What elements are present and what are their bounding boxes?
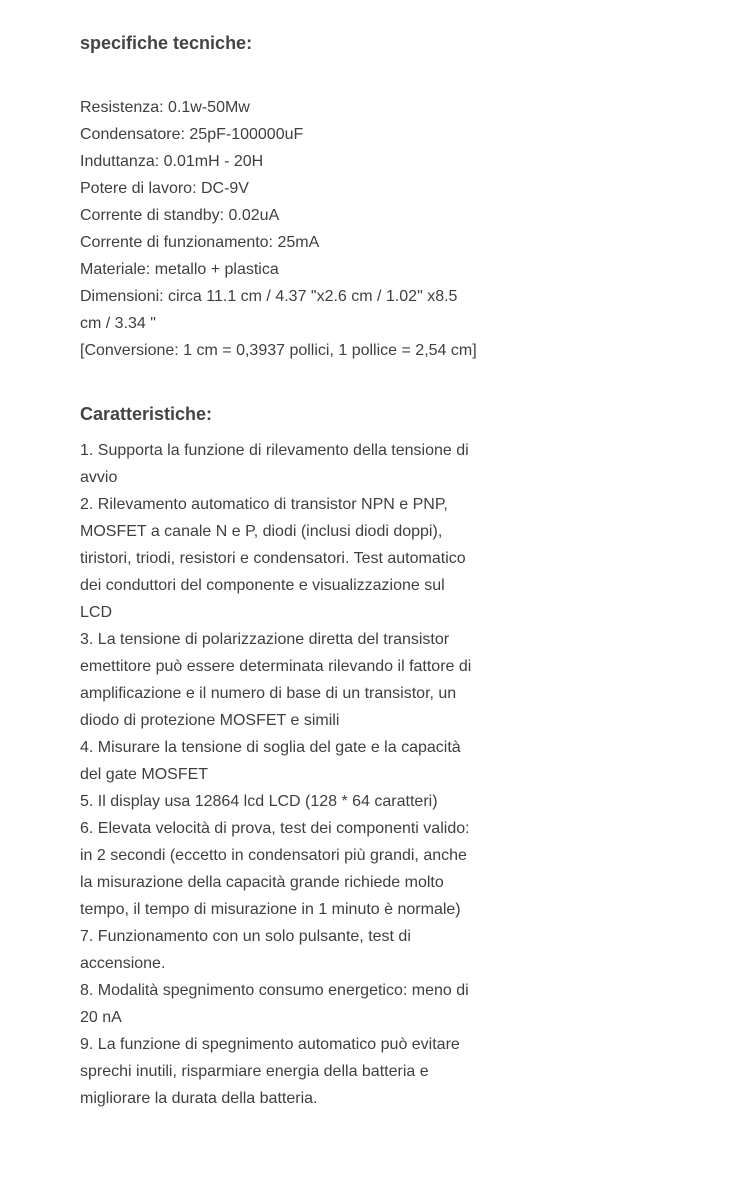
feature-item: 5. Il display usa 12864 lcd LCD (128 * 64 caratteri) <box>80 793 438 810</box>
spec-dimensions: Dimensioni: circa 11.1 cm / 4.37 "x2.6 cm / 1.02" x8.5 cm / 3.34 " <box>80 288 458 332</box>
spec-capacitor: Condensatore: 25pF-100000uF <box>80 126 304 143</box>
spec-resistance: Resistenza: 0.1w-50Mw <box>80 99 250 116</box>
specs-heading: specifiche tecniche: <box>80 33 253 53</box>
spec-operating-current: Corrente di funzionamento: 25mA <box>80 234 320 251</box>
feature-item: 1. Supporta la funzione di rilevamento della tensione di avvio <box>80 442 469 486</box>
spec-conversion: [Conversione: 1 cm = 0,3937 pollici, 1 pollice = 2,54 cm] <box>80 342 477 359</box>
feature-item: 4. Misurare la tensione di soglia del gate e la capacità del gate MOSFET <box>80 739 461 783</box>
features-list <box>80 437 480 1112</box>
product-description <box>80 30 480 1112</box>
feature-item: 2. Rilevamento automatico di transistor NPN e PNP, MOSFET a canale N e P, diodi (inclusi diodi doppi), tiristori, triodi, resistori e condensatori. Test automatico dei conduttori del componente e visualizzazione sul LCD <box>80 496 466 621</box>
feature-item: 8. Modalità spegnimento consumo energetico: meno di 20 nA <box>80 982 469 1026</box>
spec-working-power: Potere di lavoro: DC-9V <box>80 180 249 197</box>
feature-item: 7. Funzionamento con un solo pulsante, test di accensione. <box>80 928 411 972</box>
specs-list <box>80 94 480 364</box>
feature-item: 3. La tensione di polarizzazione diretta del transistor emettitore può essere determinata rilevando il fattore di amplificazione e il numero di base di un transistor, un diodo di protezione MOSFET e simili <box>80 631 472 729</box>
feature-item: 9. La funzione di spegnimento automatico può evitare sprechi inutili, risparmiare energia della batteria e migliorare la durata della batteria. <box>80 1036 460 1107</box>
feature-item: 6. Elevata velocità di prova, test dei componenti valido: in 2 secondi (eccetto in condensatori più grandi, anche la misurazione della capacità grande richiede molto tempo, il tempo di misurazione in 1 minuto è normale) <box>80 820 470 918</box>
spec-inductance: Induttanza: 0.01mH - 20H <box>80 153 264 170</box>
spec-material: Materiale: metallo + plastica <box>80 261 279 278</box>
features-heading: Caratteristiche: <box>80 404 213 424</box>
spec-standby-current: Corrente di standby: 0.02uA <box>80 207 280 224</box>
